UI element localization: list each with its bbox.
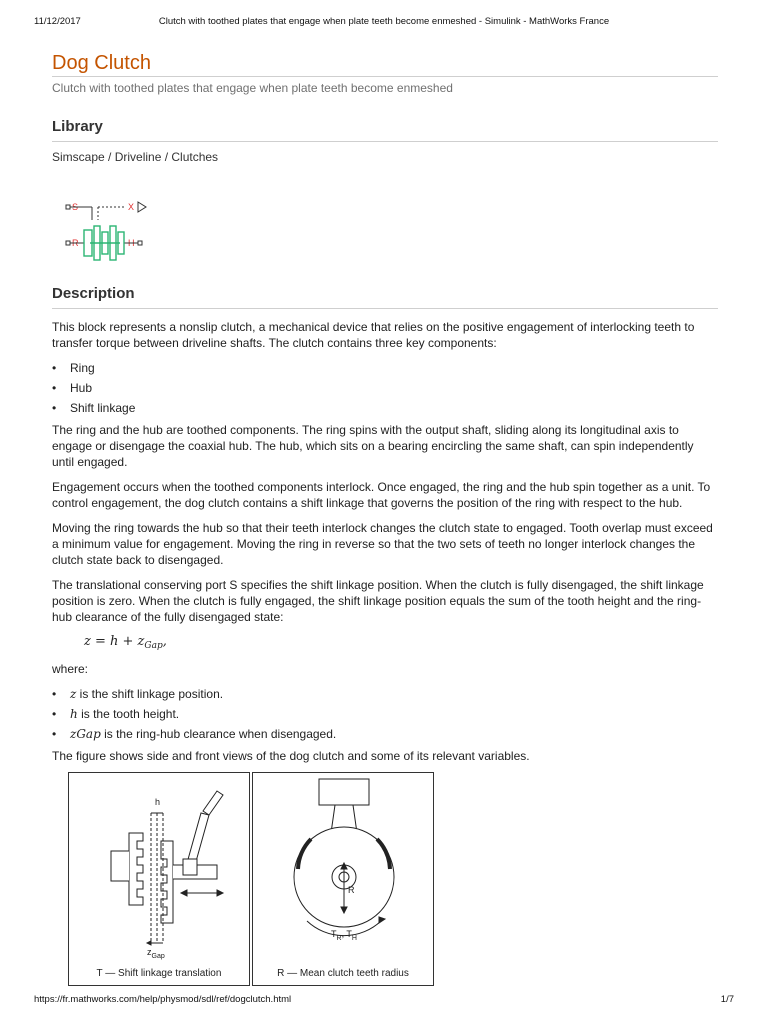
side-view-diagram — [69, 773, 249, 963]
description-intro: This block represents a nonslip clutch, a mechanical device that relies on the positive engagement of interlocking teeth to transfer torque between driveline shafts. The clutch contains three key components: — [52, 320, 695, 350]
block-icon-area — [52, 164, 718, 284]
list-item: • Shift linkage — [52, 400, 718, 416]
list-item — [52, 686, 718, 702]
port-x-icon — [138, 202, 146, 212]
description-para4: Moving the ring towards the hub so that their teeth interlock changes the clutch state to engaged. Tooth overlap must exceed a minimum value for engagement. Moving the ring in reverse so that the two sets of teeth no longer interlock changes the clutch state back to disengaged. — [52, 521, 713, 567]
label-zgap: $z_{Gap}$ — [147, 947, 165, 960]
port-r-icon — [66, 241, 70, 245]
print-url[interactable]: https://fr.mathworks.com/help/physmod/sdl/ref/dogclutch.html — [34, 994, 292, 1005]
equation-sub: Gap — [144, 641, 163, 651]
port-s-icon — [66, 205, 70, 209]
var-symbol: z — [70, 727, 77, 741]
front-view-figure — [252, 772, 434, 986]
label-h: h — [155, 797, 161, 807]
label-r: R — [348, 885, 355, 895]
equation-main: z = h + z — [84, 634, 145, 649]
label-torques: $T_R$, $T_H$ — [331, 929, 357, 942]
library-path: Simscape / Driveline / Clutches — [52, 150, 219, 164]
equation-tail: , — [162, 634, 167, 649]
figure-intro: The figure shows side and front views of the dog clutch and some of its relevant variables. — [52, 749, 530, 763]
var-subscript: Gap — [76, 727, 101, 741]
port-h-icon — [138, 241, 142, 245]
clutch-body-icon — [84, 226, 124, 260]
shift-equation — [84, 634, 718, 651]
port-r-label: R — [72, 238, 79, 248]
list-item: • Ring — [52, 360, 718, 376]
description-para5: The translational conserving port S specifies the shift linkage position. When the clutch is fully disengaged, the shift linkage position is zero. When the clutch is fully engaged, the shift linkage position equals the sum of the tooth height and the ring-hub clearance of the fully disengaged state: — [52, 578, 704, 624]
dog-clutch-block-icon[interactable] — [64, 188, 184, 268]
side-view-caption: T — Shift linkage translation — [96, 968, 222, 979]
list-item: • Hub — [52, 380, 718, 396]
where-label: where: — [52, 662, 89, 676]
side-view-figure — [68, 772, 250, 986]
port-x-label: X — [128, 202, 135, 212]
print-footer — [34, 994, 734, 1008]
list-item — [52, 726, 718, 742]
front-view-caption: R — Mean clutch teeth radius — [277, 968, 409, 979]
main-content — [52, 50, 718, 773]
variables-list — [52, 686, 718, 742]
var-description: is the shift linkage position. — [76, 687, 224, 701]
list-item — [52, 706, 718, 722]
page-subtitle: Clutch with toothed plates that engage when plate teeth become enmeshed — [52, 81, 453, 95]
description-divider — [52, 308, 718, 309]
var-description: is the tooth height. — [77, 707, 180, 721]
library-heading: Library — [52, 118, 103, 135]
var-description: is the ring-hub clearance when disengaged. — [100, 727, 337, 741]
page-number: 1/7 — [720, 994, 734, 1005]
page-title: Dog Clutch — [52, 52, 151, 74]
description-heading: Description — [52, 285, 135, 302]
print-page-title: Clutch with toothed plates that engage when plate teeth become enmeshed - Simulink - MathWorks France — [158, 16, 610, 27]
var-symbol: z — [70, 687, 77, 701]
description-para2: The ring and the hub are toothed components. The ring spins with the output shaft, sliding along its longitudinal axis to engage or disengage the coaxial hub. The hub, which sits on a bearing encircling the same shaft, can spin independently until engaged. — [52, 423, 694, 469]
port-s-label: S — [72, 202, 79, 212]
title-divider — [52, 76, 718, 77]
print-date: 11/12/2017 — [34, 16, 81, 27]
library-divider — [52, 141, 718, 142]
components-list — [52, 360, 718, 416]
var-symbol: h — [70, 707, 78, 721]
port-h-label: H — [128, 238, 135, 248]
front-view-diagram — [253, 773, 433, 963]
print-header — [34, 16, 734, 30]
description-para3: Engagement occurs when the toothed components interlock. Once engaged, the ring and the hub spin together as a unit. To control engagement, the dog clutch contains a shift linkage that governs the position of the ring with respect to the hub. — [52, 480, 711, 510]
